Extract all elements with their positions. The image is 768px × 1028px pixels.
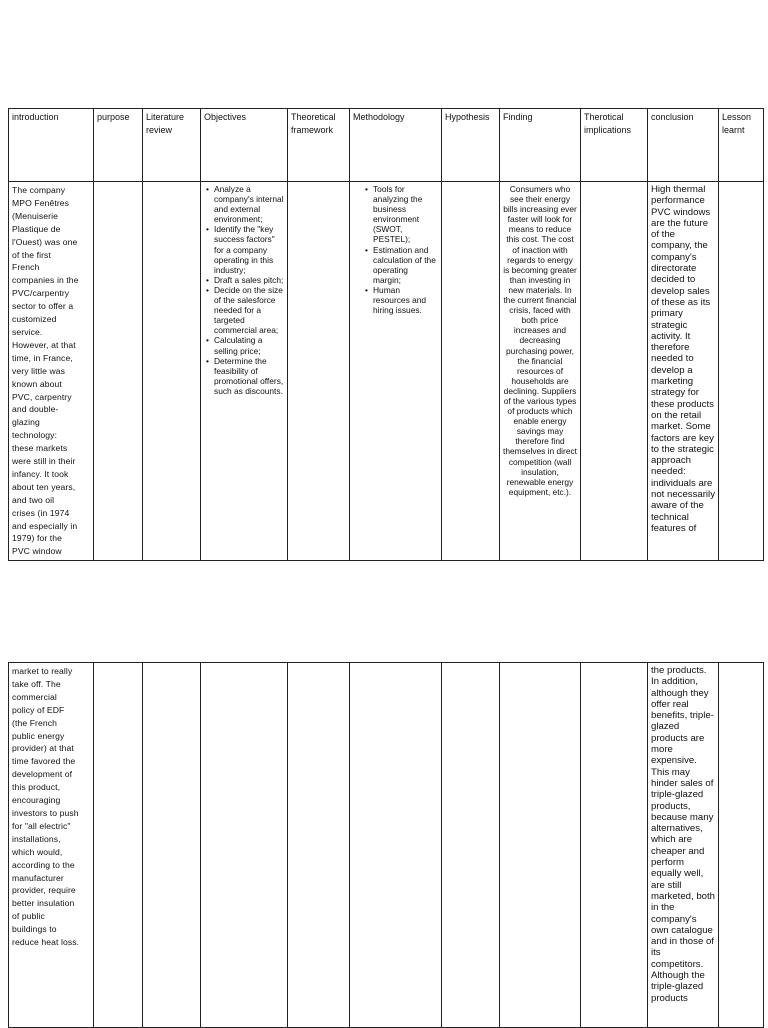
literature-review-cell [143,182,201,561]
introduction-line: companies in the [12,275,79,286]
introduction-line: MPO Fenêtres [12,197,70,208]
introduction-line: of the first [12,249,51,260]
conclusion-text: High thermal performance PVC windows are the future of the company, the company's directorate decided to develop sales of these as its primary strategic activity. It therefore needed to develop a marketing strategy for these products on the retail market. Some factors are key to the strategic approach needed: individuals are not necessarily aware of the technical features of [651,184,715,534]
header-methodology: Methodology [350,109,442,182]
objectives-list [204,184,284,396]
methodology-cell-continued [350,663,442,1028]
introduction-line: were still in their [12,456,76,467]
introduction-line: encouraging [12,795,61,806]
header-hypothesis: Hypothesis [442,109,500,182]
methodology-list [353,184,438,315]
introduction-line: service. [12,326,43,337]
research-summary-table-continued [8,662,764,1028]
theoretical-framework-cell [288,182,350,561]
header-theoretical-implications: Therotical implications [581,109,648,182]
introduction-line: very little was [12,365,66,376]
introduction-line: and two oil [12,494,55,505]
conclusion-cell [648,182,719,561]
introduction-line: provider) at that [12,743,74,754]
introduction-line: sector to offer a [12,301,74,312]
finding-text: Consumers who see their energy bills increasing ever faster will look for means to reduce this cost. The cost of inaction with regards to energy is becoming greater than investing in new materials. In the current financial crisis, faced with both price increases and decreasing purchasing power, the financial resources of households are declining. Suppliers of the various types of products which enable energy savings may therefore find themselves in direct competition (wall insulation, renewable energy equipment, etc.). [503,184,578,497]
introduction-line: of public [12,911,45,922]
methodology-item: • Tools for analyzing the business environment (SWOT, PESTEL); [373,184,438,245]
introduction-line: this product, [12,782,61,793]
objectives-cell-continued [201,663,288,1028]
theoretical-implications-cell [581,182,648,561]
introduction-line: customized [12,314,57,325]
introduction-line: manufacturer [12,872,64,883]
introduction-line: glazing [12,417,40,428]
objectives-cell [201,182,288,561]
objective-item: • Analyze a company's internal and external environment; [214,184,284,224]
research-summary-table [8,108,764,561]
introduction-line: (the French [12,717,58,728]
objective-item: • Calculating a selling price; [214,335,284,355]
introduction-line: reduce heat loss. [12,937,80,948]
introduction-line: which would, [12,846,63,857]
theoretical-framework-cell-continued [288,663,350,1028]
header-row [9,109,764,182]
lesson-learnt-cell [719,182,764,561]
introduction-line: about ten years, [12,481,76,492]
introduction-line: technology: [12,430,58,441]
introduction-line: take off. The [12,678,61,689]
introduction-line: PVC, carpentry [12,391,72,402]
introduction-line: these markets [12,443,68,454]
header-objectives: Objectives [201,109,288,182]
introduction-cell [9,182,94,561]
conclusion-cell-continued [648,663,719,1028]
finding-cell-continued [500,663,581,1028]
introduction-line: for "all electric" [12,820,71,831]
conclusion-text-continued: the products. In addition, although they offer real benefits, triple-glazed products are more expensive. This may hinder sales of triple-glazed products, because many alternatives, which are cheaper and perform equally well, are still marketed, both in the company's own catalogue and in those of its competitors. Although the triple-glazed products [651,665,715,1004]
lesson-learnt-cell-continued [719,663,764,1028]
introduction-line: investors to push [12,807,79,818]
hypothesis-cell [442,182,500,561]
introduction-line: market to really [12,666,73,676]
methodology-item: • Human resources and hiring issues. [373,285,438,315]
purpose-cell-continued [94,663,143,1028]
introduction-line: according to the [12,859,75,870]
purpose-cell [94,182,143,561]
introduction-line: However, at that [12,339,76,350]
introduction-line: policy of EDF [12,704,65,715]
header-finding: Finding [500,109,581,182]
hypothesis-cell-continued [442,663,500,1028]
introduction-line: and especially in [12,520,78,531]
theoretical-implications-cell-continued [581,663,648,1028]
header-introduction: introduction [9,109,94,182]
header-lesson-learnt: Lesson learnt [719,109,764,182]
header-theoretical-framework: Theoretical framework [288,109,350,182]
introduction-cell-continued [9,663,94,1028]
introduction-line: and double- [12,404,59,415]
introduction-line: better insulation [12,898,75,909]
methodology-cell [350,182,442,561]
introduction-line: French [12,262,40,273]
introduction-text [12,184,90,558]
introduction-line: crises (in 1974 [12,507,70,518]
introduction-line: PVC/carpentry [12,288,70,299]
introduction-line: l'Ouest) was one [12,236,78,247]
introduction-line: development of [12,769,73,780]
introduction-line: known about [12,378,62,389]
content-row [9,182,764,561]
introduction-line: infancy. It took [12,468,69,479]
objective-item: • Identify the "key success factors" for a company operating in this industry; [214,224,284,274]
introduction-line: time, in France, [12,352,73,363]
objective-item: • Draft a sales pitch; [214,275,284,285]
introduction-line: Plastique de [12,223,61,234]
introduction-line: 1979) for the [12,533,63,544]
introduction-line: commercial [12,691,57,702]
content-row-continued [9,663,764,1028]
finding-cell [500,182,581,561]
introduction-line: provider, require [12,885,76,896]
methodology-item: • Estimation and calculation of the operating margin; [373,245,438,285]
introduction-line: installations, [12,833,61,844]
literature-review-cell-continued [143,663,201,1028]
header-literature-review: Literature review [143,109,201,182]
header-conclusion: conclusion [648,109,719,182]
header-purpose: purpose [94,109,143,182]
introduction-line: The company [12,185,66,195]
introduction-line: public energy [12,730,65,741]
introduction-line: PVC window [12,546,62,557]
objective-item: • Decide on the size of the salesforce needed for a targeted commercial area; [214,285,284,335]
introduction-line: time favored the [12,756,76,767]
introduction-line: buildings to [12,924,57,935]
objective-item: • Determine the feasibility of promotional offers, such as discounts. [214,356,284,396]
introduction-text-continued [12,665,90,949]
introduction-line: (Menuiserie [12,210,58,221]
